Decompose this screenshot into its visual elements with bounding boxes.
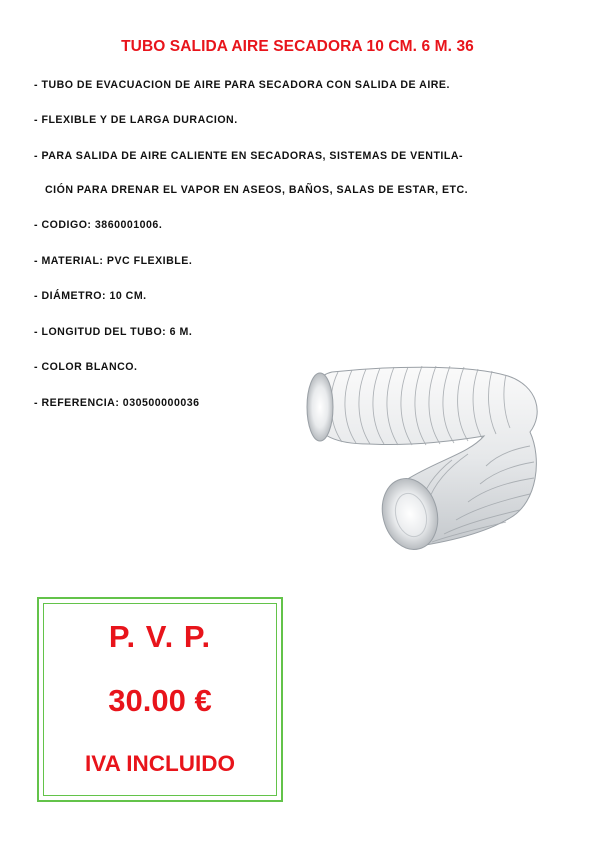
spec-flexibility: - FLEXIBLE Y DE LARGA DURACION. [34, 114, 238, 126]
product-duct-image [298, 362, 546, 572]
price-value: 30.00 € [108, 683, 212, 718]
spec-description: - TUBO DE EVACUACION DE AIRE PARA SECADORA CON SALIDA DE AIRE. [34, 79, 450, 91]
spec-length: - LONGITUD DEL TUBO: 6 M. [34, 326, 193, 338]
spec-usage: - PARA SALIDA DE AIRE CALIENTE EN SECADORAS, SISTEMAS DE VENTILA- [34, 150, 464, 162]
product-title: TUBO SALIDA AIRE SECADORA 10 CM. 6 M. 36 [121, 38, 474, 55]
spec-diameter: - DIÁMETRO: 10 CM. [34, 290, 147, 302]
spec-color: - COLOR BLANCO. [34, 361, 138, 373]
spec-usage-continued: CIÓN PARA DRENAR EL VAPOR EN ASEOS, BAÑOS, SALAS DE ESTAR, ETC. [45, 184, 469, 196]
spec-material: - MATERIAL: PVC FLEXIBLE. [34, 255, 193, 267]
spec-reference: - REFERENCIA: 030500000036 [34, 397, 200, 409]
price-box [37, 597, 283, 802]
tax-note: IVA INCLUIDO [85, 751, 235, 776]
spec-code: - CODIGO: 3860001006. [34, 219, 163, 231]
pvp-label: P. V. P. [108, 619, 212, 654]
